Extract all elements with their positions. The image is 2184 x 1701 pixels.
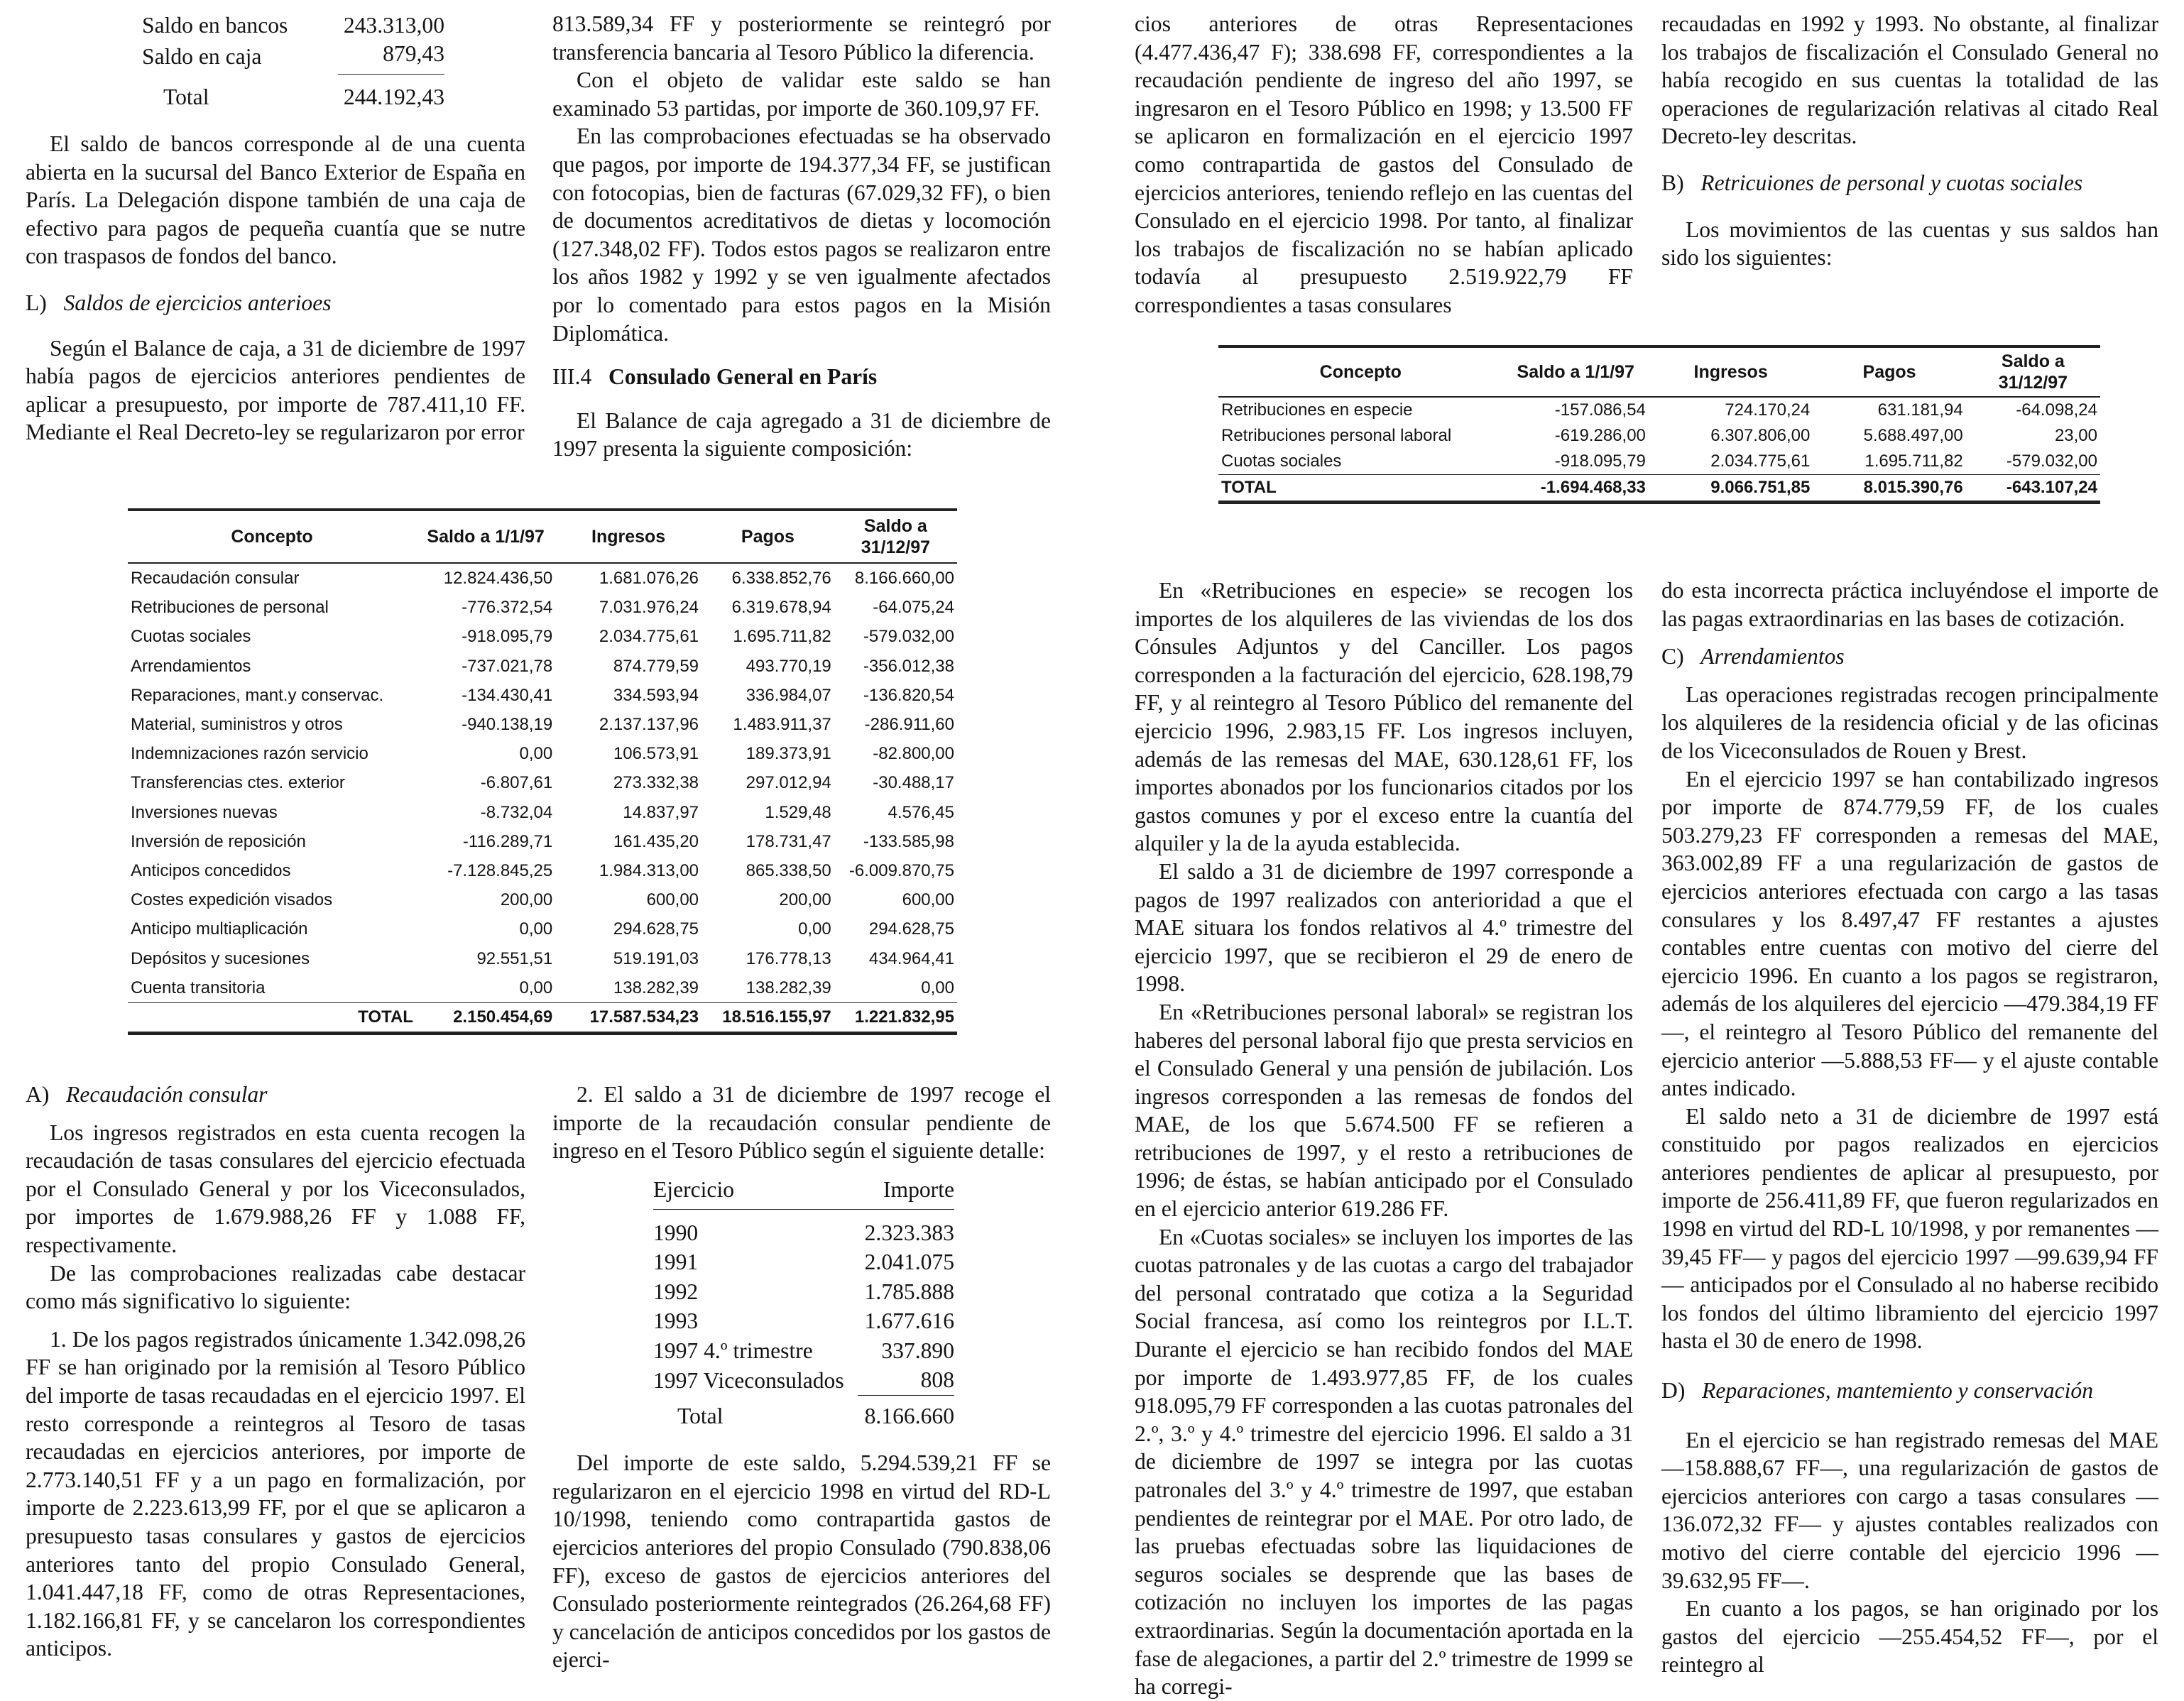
table-row xyxy=(1218,449,2100,475)
cell-value: 336.984,07 xyxy=(746,685,831,705)
cell-value: 2.034.775,61 xyxy=(1710,452,1811,471)
paragraph: Según el Balance de caja, a 31 de diciembre de 1997 había pagos de ejercicios anteriores pendientes de aplicar a presupuesto, por importe de 787.411,10 FF. Mediante el Real Decreto-ley se regularizaron por error xyxy=(26,335,525,445)
row-label: Retribuciones de personal xyxy=(131,598,329,618)
row-label: Material, suministros y otros xyxy=(131,715,343,735)
paragraph: El saldo de bancos corresponde al de una cuenta abierta en la sucursal del Banco Exterior de España en París. La Delegación dispone también de una caja de efectivo para pagos de pequeña cuantía que se nutre con traspasos de fondos del banco. xyxy=(26,131,525,269)
cell-value: 106.573,91 xyxy=(613,744,699,764)
cell-value: 1.984.313,00 xyxy=(599,861,699,881)
paragraph: Las operaciones registradas recogen principalmente los alquileres de la residencia oficial y de las oficinas de los Viceconsulados de Rouen y Brest. xyxy=(1661,682,2158,763)
cell-value: -940.138,19 xyxy=(462,715,553,735)
cell-value: -776.372,54 xyxy=(462,598,553,618)
cell-value: 12.824.436,50 xyxy=(443,569,553,588)
cell-value: 1.695.711,82 xyxy=(1864,452,1963,471)
cell-value: 5.688.497,00 xyxy=(1863,426,1963,445)
total-value: 9.066.751,85 xyxy=(1710,478,1811,497)
table-row xyxy=(653,1277,954,1307)
total-value: 8.015.390,76 xyxy=(1863,478,1963,497)
paragraph: cios anteriores de otras Representaciones (4.477.436,47 F); 338.698 FF, correspondientes a la recaudación pendiente de ingreso del año 1997, se ingresaron en el Tesoro Público en 1998; y 13.500 FF se aplicaron en formalización en el ejercicio 1997 como contrapartida de gastos del Consulado de ejercicios anteriores, teniendo reflejo en las cuentas del Consulado en el ejercicio 1998. Por tanto, al finalizar los trabajos de fiscalización no se habían aplicado todavía al presupuesto 2.519.922,79 FF correspondientes a tasas consulares xyxy=(1135,11,1633,317)
cell-value: -6.009.870,75 xyxy=(848,861,954,881)
table-row xyxy=(128,739,957,768)
table-header-row: Concepto Saldo a 1/1/97 Ingresos Pagos Saldo a 31/12/97 xyxy=(1218,346,2100,397)
total-label: TOTAL xyxy=(358,1007,413,1027)
cell-value: -82.800,00 xyxy=(873,744,954,764)
table-row xyxy=(653,1306,954,1336)
column-3-bottom xyxy=(1135,576,1633,1701)
table-body xyxy=(128,563,957,1034)
paragraph: En las comprobaciones efectuadas se ha observado que pagos, por importe de 194.377,34 FF, se justifican con fotocopias, bien de facturas (67.029,32 FF), o bien de documentos acreditativos de dietas y locomoción (127.348,02 FF). Todos estos pagos se realizaron entre los años 1982 y 1992 y se ven igualmente afectados por lo comentado para estos pagos en la Misión Diplomática. xyxy=(552,124,1051,346)
table-total-row xyxy=(1218,475,2100,503)
table-row xyxy=(653,1336,954,1366)
paragraph: Los ingresos registrados en esta cuenta recogen la recaudación de tasas consulares del ejercicio efectuada por el Consulado General y por los Viceconsulados, por importes de 1.679.988,26 FF y 1.088 FF, respectivamente. xyxy=(26,1120,525,1257)
amount-value: 2.041.075 xyxy=(864,1249,954,1275)
table-row xyxy=(128,563,957,593)
total-value: 1.221.832,95 xyxy=(854,1007,954,1027)
bank-balance-table xyxy=(142,11,444,111)
cell-value: -286.911,60 xyxy=(864,715,954,735)
table-row xyxy=(1218,423,2100,449)
table-row xyxy=(128,710,957,739)
column-4-bottom xyxy=(1661,576,2158,1679)
table-row xyxy=(128,622,957,651)
row-label: Cuenta transitoria xyxy=(131,978,266,997)
cash-balance-table xyxy=(128,508,957,1035)
paragraph: En «Retribuciones personal laboral» se registran los haberes del personal laboral fijo que presta servicios en el Consulado General y una pensión de jubilación. Los ingresos corresponden a las remesas de fondos del MAE, de los que 5.674.500 FF se refieren a retribuciones de 1997, y el resto a retribuciones de 1996; de éstas, se habían anticipado por el Consulado en el ejercicio anterior 619.286 FF. xyxy=(1135,999,1633,1222)
total-value: 2.150.454,69 xyxy=(453,1007,553,1027)
paragraph: En «Retribuciones en especie» se recogen los importes de los alquileres de las viviendas de los dos Cónsules Adjuntos y del Canciller. Los pagos corresponden a la facturación del ejercicio, 628.198,79 FF, y al reintegro al Tesoro Público del remanente del ejercicio 1996, 2.983,15 FF. Los ingresos incluyen, además de las remesas del MAE, 630.128,61 FF, los importes abonados por los funcionarios citados por los gastos comunes y por el exceso entre la cuantía del alquiler y la de la ayuda establecida. xyxy=(1135,578,1633,856)
paragraph: 1. De los pagos registrados únicamente 1.342.098,26 FF se han originado por la remisión al Tesoro Público del importe de tasas recaudadas en el ejercicio 1997. El resto corresponde a reintegros al Tesoro de tasas recaudadas en ejercicios anteriores, por importe de 2.773.140,51 FF y a un pago en formalización, por importe de 2.223.613,99 FF, por el que se aplicaron a presupuesto tasas consulares y gastos de ejercicios anteriores tanto del propio Consulado General, 1.041.447,18 FF, como de otras Representaciones, 1.182.166,81 FF, y se cancelaron los correspondientes anticipos. xyxy=(26,1326,525,1661)
cell-value: 176.778,13 xyxy=(746,948,831,968)
cell-value: 2.034.775,61 xyxy=(599,627,699,647)
cell-value: 92.551,51 xyxy=(476,948,553,968)
table-total-row xyxy=(128,1003,957,1034)
column-1-bottom xyxy=(26,1081,525,1663)
year-label: 1997 Viceconsulados xyxy=(653,1367,844,1393)
cell-value: 178.731,47 xyxy=(746,831,831,851)
paragraph: Del importe de este saldo, 5.294.539,21 FF se regularizaron en el ejercicio 1998 en virtud del RD-L 10/1998, teniendo como contrapartida gastos de ejercicios anteriores del propio Consulado (790.838,06 FF), exceso de gastos de ejercicios anteriores del Consulado posteriormente reintegrados (26.264,68 FF) y cancelación de anticipos concedidos por los gastos de ejerci- xyxy=(552,1450,1051,1673)
table-body xyxy=(1218,397,2100,503)
cell-value: -579.032,00 xyxy=(2006,452,2097,471)
cell-value: -157.086,54 xyxy=(1554,400,1646,420)
cell-value: 2.137.137,96 xyxy=(599,715,699,735)
column-2-top xyxy=(552,10,1051,463)
table-row xyxy=(128,856,957,885)
row-label: Cuotas sociales xyxy=(1221,452,1342,471)
paragraph: En cuanto a los pagos, se han originado por los gastos del ejercicio —255.454,52 FF—, por el reintegro al xyxy=(1661,1596,2158,1678)
cell-value: 200,00 xyxy=(500,890,553,910)
table-row xyxy=(128,973,957,1003)
row-label: Retribuciones en especie xyxy=(1221,400,1413,420)
paragraph: El Balance de caja agregado a 31 de diciembre de 1997 presenta la siguiente composición: xyxy=(552,408,1051,461)
cell-value: 434.964,41 xyxy=(868,948,954,968)
table-header-row: Concepto Saldo a 1/1/97 Ingresos Pagos Saldo a 31/12/97 xyxy=(128,510,957,563)
table-row xyxy=(128,768,957,797)
paragraph: Los movimientos de las cuentas y sus saldos han sido los siguientes: xyxy=(1661,217,2158,270)
cell-value: 200,00 xyxy=(779,890,831,910)
paragraph: 813.589,34 FF y posteriormente se reintegró por transferencia bancaria al Tesoro Público la diferencia. xyxy=(552,11,1051,65)
row-label: Transferencias ctes. exterior xyxy=(131,773,345,793)
section-heading: C) Arrendamientos xyxy=(1661,644,1845,669)
cell-value: 138.282,39 xyxy=(746,978,831,997)
cell-value: 600,00 xyxy=(646,890,699,910)
row-label: Cuotas sociales xyxy=(131,627,251,647)
cell-value: 1.529,48 xyxy=(765,802,831,822)
table-row xyxy=(128,944,957,973)
table-row xyxy=(653,1209,954,1247)
section-heading: D) Reparaciones, mantemiento y conservación xyxy=(1661,1378,2094,1404)
row-label: Depósitos y sucesiones xyxy=(131,948,310,968)
row-label: Arrendamientos xyxy=(131,656,251,676)
paragraph: En el ejercicio se han registrado remesas del MAE —158.888,67 FF—, una regularización de gastos de ejercicios anteriores con cargo a tasas consulares —136.072,32 FF— y ajustes contables realizados con motivo del cierre contable del ejercicio 1996 —39.632,95 FF—. xyxy=(1661,1427,2158,1593)
year-amount-table xyxy=(653,1175,954,1431)
cell-value: 7.031.976,24 xyxy=(599,598,699,618)
paragraph: En «Cuotas sociales» se incluyen los importes de las cuotas patronales y de las cuotas a cargo del trabajador del personal contratado que cotiza a la Seguridad Social francesa, así como los reintegros por I.L.T. Durante el ejercicio se han recibido fondos del MAE por importe de 1.493.977,85 FF, de los cuales 918.095,79 FF corresponden a las cuotas patronales del 2.º, 3.º y 4.º trimestre del ejercicio 1996. El saldo a 31 de diciembre de 1997 se integra por las cuotas patronales del 3.º y 4.º trimestre de 1997, que estaban pendientes de reintegrar por el MAE. Por otro lado, de las pruebas efectuadas sobre las liquidaciones de seguros sociales se desprende que las bases de cotización no incluyen los importes de las pagas extraordinarias. Según la documentación aportada en la fase de alegaciones, a partir del 2.º trimestre de 1999 se ha corregi- xyxy=(1135,1224,1633,1700)
cell-value: 6.307.806,00 xyxy=(1710,426,1811,445)
total-value: -1.694.468,33 xyxy=(1540,478,1646,497)
cell-value: -116.289,71 xyxy=(462,831,553,851)
cell-value: -30.488,17 xyxy=(873,773,954,793)
paragraph: En el ejercicio 1997 se han contabilizado ingresos por importe de 874.779,59 FF, de los cuales 503.279,23 FF corresponden a remesas del MAE, 363.002,89 FF a una regularización de gastos de ejercicios anteriores efectuada con cargo a las tasas consulares y los 8.497,47 FF restantes a ajustes contables entre cuentas con motivo del cierre del ejercicio 1996. En cuanto a los pagos se registraron, además de los alquileres del ejercicio —479.384,19 FF—, el reintegro al Tesoro Público del remanente del ejercicio anterior —5.888,53 FF— y el ajuste contable antes indicado. xyxy=(1661,766,2158,1101)
paragraph: El saldo a 31 de diciembre de 1997 corresponde a pagos de 1997 realizados con anterioridad a que el MAE situara los fondos relativos al 4.º trimestre del ejercicio 1997, que se recibieron el 29 de enero de 1998. xyxy=(1135,858,1633,997)
paragraph: Con el objeto de validar este saldo se han examinado 53 partidas, por importe de 360.109,97 FF. xyxy=(552,67,1051,121)
table-row xyxy=(128,652,957,681)
paragraph: do esta incorrecta práctica incluyéndose el importe de las pagas extraordinarias en las bases de cotización. xyxy=(1661,578,2158,631)
table-row: Saldo en bancos 243.313,00 xyxy=(142,13,444,38)
year-label: 1990 xyxy=(653,1220,699,1245)
table-row: Saldo en caja 879,43 xyxy=(142,40,444,75)
table-row xyxy=(128,827,957,856)
cell-value: 0,00 xyxy=(519,978,553,997)
amount-value: 1.785.888 xyxy=(864,1279,954,1304)
cell-value: 1.681.076,26 xyxy=(599,569,699,588)
column-2-bottom xyxy=(552,1081,1051,1674)
row-label: Reparaciones, mant.y conservac. xyxy=(131,685,384,705)
year-label: 1993 xyxy=(653,1308,699,1334)
table-row xyxy=(653,1365,954,1395)
paragraph: recaudadas en 1992 y 1993. No obstante, al finalizar los trabajos de fiscalización el Consulado General no había recogido en sus cuentas la totalidad de las operaciones de regularización relativas al citado Real Decreto-ley descritas. xyxy=(1661,11,2158,149)
section-heading: A) Recaudación consular xyxy=(26,1082,268,1107)
cell-value: -619.286,00 xyxy=(1554,426,1646,445)
row-label: Inversiones nuevas xyxy=(131,802,278,822)
paragraph: De las comprobaciones realizadas cabe destacar como más significativo lo siguiente: xyxy=(26,1260,525,1314)
column-3-top xyxy=(1135,10,1633,319)
row-label: Retribuciones personal laboral xyxy=(1221,426,1452,445)
cell-value: 0,00 xyxy=(519,744,553,764)
row-label: Indemnizaciones razón servicio xyxy=(131,744,368,764)
cell-value: -579.032,00 xyxy=(863,627,954,647)
section-heading: III.4 Consulado General en París xyxy=(552,364,878,390)
table-total-row: Total 244.192,43 xyxy=(163,84,444,109)
cell-value: 14.837,97 xyxy=(623,802,699,822)
personnel-table xyxy=(1218,345,2100,504)
cell-value: 631.181,94 xyxy=(1877,400,1963,420)
year-label: 1991 xyxy=(653,1249,699,1275)
paragraph: El saldo neto a 31 de diciembre de 1997 está constituido por pagos realizados en ejercicios anteriores pendientes de aplicar al presupuesto, por importe de 256.411,89 FF, que fueron regularizados en 1998 en virtud del RD-L 10/1998, y por remanentes —39,45 FF— y pagos del ejercicio 1997 —99.639,94 FF— anticipados por el Consulado al no haberse recibido los fondos del último libramiento del ejercicio 1997 hasta el 30 de enero de 1998. xyxy=(1661,1103,2158,1354)
cell-value: 297.012,94 xyxy=(746,773,831,793)
amount-value: 337.890 xyxy=(881,1338,954,1363)
cell-value: 334.593,94 xyxy=(613,685,699,705)
table-row xyxy=(653,1247,954,1277)
row-label: Recaudación consular xyxy=(131,569,300,588)
cell-value: 724.170,24 xyxy=(1725,400,1811,420)
amount-value: 808 xyxy=(920,1367,954,1393)
cell-value: -136.820,54 xyxy=(863,685,954,705)
cell-value: 4.576,45 xyxy=(888,802,954,822)
column-1-top xyxy=(26,10,525,447)
cell-value: 8.166.660,00 xyxy=(854,569,954,588)
cell-value: 189.373,91 xyxy=(746,744,831,764)
cell-value: 0,00 xyxy=(798,919,831,939)
total-label: TOTAL xyxy=(1221,478,1277,497)
row-label: Anticipo multiaplicación xyxy=(131,919,308,939)
cell-value: -64.098,24 xyxy=(2016,400,2097,420)
cell-value: 1.483.911,37 xyxy=(733,715,831,735)
cell-value: 1.695.711,82 xyxy=(733,627,831,647)
cell-value: -918.095,79 xyxy=(1554,452,1646,471)
table-row xyxy=(128,798,957,827)
table-header-row: Ejercicio Importe xyxy=(653,1175,954,1210)
table-row xyxy=(128,681,957,710)
table-row xyxy=(128,914,957,944)
cell-value: 519.191,03 xyxy=(613,948,699,968)
cell-value: -918.095,79 xyxy=(462,627,553,647)
cell-value: 0,00 xyxy=(921,978,954,997)
amount-value: 1.677.616 xyxy=(864,1308,954,1334)
cell-value: 294.628,75 xyxy=(613,919,699,939)
cell-value: 865.338,50 xyxy=(746,861,831,881)
cell-value: -8.732,04 xyxy=(480,802,553,822)
cell-value: -6.807,61 xyxy=(480,773,553,793)
year-label: 1997 4.º trimestre xyxy=(653,1338,813,1363)
table-body xyxy=(653,1209,954,1395)
cell-value: 493.770,19 xyxy=(746,656,831,676)
table-row xyxy=(1218,397,2100,423)
row-label: Costes expedición visados xyxy=(131,890,333,910)
cell-value: -134.430,41 xyxy=(462,685,553,705)
cell-value: 23,00 xyxy=(2054,426,2097,445)
cell-value: -737.021,78 xyxy=(462,656,553,676)
total-value: 17.587.534,23 xyxy=(589,1007,699,1027)
amount-value: 2.323.383 xyxy=(864,1220,954,1245)
table-row xyxy=(128,885,957,914)
cell-value: 0,00 xyxy=(519,919,553,939)
section-heading: L) Saldos de ejercicios anterioes xyxy=(26,290,332,315)
total-value: 18.516.155,97 xyxy=(722,1007,831,1027)
column-4-top xyxy=(1661,10,2158,272)
table-row xyxy=(128,593,957,622)
year-label: 1992 xyxy=(653,1279,699,1304)
cell-value: 273.332,38 xyxy=(613,773,699,793)
cell-value: 6.338.852,76 xyxy=(731,569,831,588)
cell-value: -356.012,38 xyxy=(863,656,954,676)
row-label: Anticipos concedidos xyxy=(131,861,291,881)
cell-value: 874.779,59 xyxy=(613,656,699,676)
total-value: -643.107,24 xyxy=(2006,478,2097,497)
paragraph: 2. El saldo a 31 de diciembre de 1997 recoge el importe de la recaudación consular pendiente de ingreso en el Tesoro Público según el siguiente detalle: xyxy=(552,1082,1051,1164)
table-total-row: Total 8.166.660 xyxy=(653,1395,954,1431)
section-heading: B) Retricuiones de personal y cuotas sociales xyxy=(1661,170,2083,195)
cell-value: 294.628,75 xyxy=(868,919,954,939)
cell-value: 161.435,20 xyxy=(613,831,699,851)
row-label: Inversión de reposición xyxy=(131,831,306,851)
cell-value: 6.319.678,94 xyxy=(731,598,831,618)
cell-value: 138.282,39 xyxy=(613,978,699,997)
cell-value: -7.128.845,25 xyxy=(447,861,553,881)
cell-value: 600,00 xyxy=(902,890,954,910)
cell-value: -133.585,98 xyxy=(863,831,954,851)
cell-value: -64.075,24 xyxy=(873,598,954,618)
